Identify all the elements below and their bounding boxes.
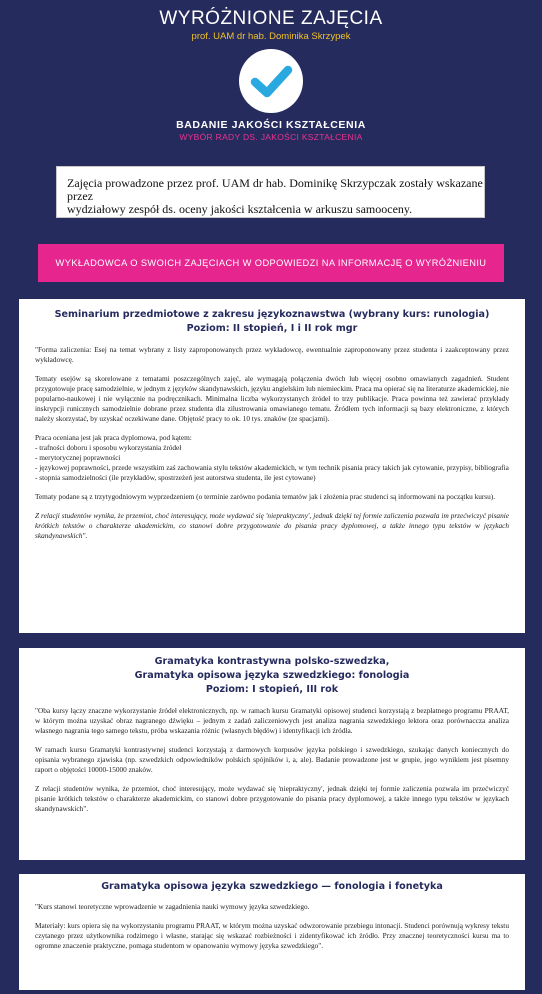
- info-line: Zajęcia prowadzone przez prof. UAM dr hab. Dominikę Skrzypczak zostały wskazane przez: [67, 176, 483, 203]
- section-banner: WYKŁADOWCA O SWOICH ZAJĘCIACH W ODPOWIEDZI NA INFORMACJĘ O WYRÓŻNIENIU: [38, 244, 504, 282]
- course-title: [35, 880, 509, 894]
- list-item: - językowej poprawności, przede wszystkim zaś zachowania stylu tekstów akademickich, w tym technik pisania pracy takich jak cytowanie, przypisy, bibliografia: [35, 463, 509, 472]
- paragraph: "Oba kursy łączy znaczne wykorzystanie źródeł elektronicznych, np. w ramach kursu Gramatyki opisowej studenci korzystają z bezpłatnego programu PRAAT, w którym można uzyskać obraz nagranego dźwięku – jednym z zadań zaliczeniowych jest analiza nagrania szwedzkiego lektora oraz porównaccza analiza własnego nagrania tego samego tekstu, próba wskazania różnic (własnych błędów) i identyfikacji ich źródła.: [35, 706, 509, 735]
- info-box: [56, 166, 485, 218]
- course-level: Poziom: I stopień, III rok: [205, 684, 339, 695]
- course-title: [35, 655, 509, 697]
- badge-title: BADANIE JAKOŚCI KSZTAŁCENIA: [176, 119, 366, 131]
- paragraph: Z relacji studentów wynika, że przemiot, choć interesujący, może wydawać się 'niepraktyczny', jednak dzięki tej formie zaliczenia pozwala im przećwiczyć pisanie krótkich tekstów o charakterze akademickim, co stanowi dobre przygotowanie do pisania pracy dyplomowej, a także innego typu tekstów w językach skandynawskich".: [35, 784, 509, 813]
- info-line: wydziałowy zespół ds. oceny jakości kształcenia w arkuszu samooceny.: [67, 202, 413, 216]
- paragraph: "Kurs stanowi teoretyczne wprowadzenie w zagadnienia nauki wymowy języka szwedzkiego.: [35, 902, 310, 911]
- course-description: [35, 706, 509, 814]
- course-title-line: Gramatyka kontrastywna polsko-szwedzka,: [154, 656, 390, 667]
- course-title-line: Seminarium przedmiotowe z zakresu językoznawstwa (wybrany kurs: runologia): [54, 309, 490, 320]
- course-level: Poziom: II stopień, I i II rok mgr: [186, 323, 358, 334]
- paragraph-italic: Z relacji studentów wynika, że przemiot, choć interesujący, może wydawać się 'niepraktyczny', jednak dzięki tej formie zaliczenia pozwala im przećwiczyć pisanie krótkich tekstów o charakterze akademickim, co stanowi dobre przygotowanie do pisania pracy dyplomowej, a także innego typu tekstów w językach skandynawskich".: [35, 511, 509, 540]
- course-title-line: Gramatyka opisowa języka szwedzkiego — fonologia i fonetyka: [101, 881, 443, 892]
- list-item: - trafności doboru i sposobu wykorzystania źródeł: [35, 443, 182, 452]
- course-title: [35, 308, 509, 336]
- page-title: WYRÓŻNIONE ZAJĘCIA: [159, 8, 383, 29]
- course-description: [35, 902, 509, 951]
- paragraph: Materiały: kurs opiera się na wykorzystaniu programu PRAAT, w którym można uzyskać odwzorowanie przebiegu intonacji. Studenci porównują wykresy tekstu czytanego przez użytkownika rodzimego i własne, starając się wskazać rozbieżności i zidentyfikować ich źródło. Przy znacznej teoretyczności kursu ma to ogromne znaczenie praktyczne, pomaga studentom w opanowaniu wymowy języka szwedzkiego".: [35, 921, 509, 950]
- paragraph: Tematy esejów są skorelowane z tematami poszczególnych zajęć, ale wymagają połączenia dwóch lub więcej osobno omawianych zagadnień. Student przygotowuje pracę samodzielnie, w jednym z języków skandynawskich, języku angielskim lub niemieckim. Praca ma opierać się na literaturze akademickiej, nie popularno-naukowej i nie wyłącznie na podręcznikach. Minimalna liczba wykorzystanych źródeł to trzy publikacje. Praca powinna też zawierać przykłady inskrypcji runicznych samodzielnie dobrane przez studenta dla zilustrowania omawianego tematu. Źródłem tych informacji są bazy elektroniczne, z których należy skorzystać, by uzyskać oczekiwane dane. Objętość pracy to ok. 10 tys. znaków (ze spacjami).: [35, 374, 509, 423]
- criteria-list: [35, 433, 509, 483]
- course-card: [19, 299, 525, 633]
- badge-subtitle: WYBÓR RADY DS. JAKOŚCI KSZTAŁCENIA: [179, 132, 363, 142]
- lecturer-name: prof. UAM dr hab. Dominika Skrzypek: [191, 31, 351, 42]
- checkmark-icon: [239, 49, 303, 113]
- course-card: [19, 648, 525, 860]
- course-card: [19, 874, 525, 990]
- course-description: [35, 345, 509, 541]
- paragraph: W ramach kursu Gramatyki kontrastywnej studenci korzystają z darmowych korpusów języka polskiego i szwedzkiego, szukając danych koniecznych do opisania wybranego zjawiska (np. szwedzkich odpowiedników polskich spójników i, a, ale). Badanie prowadzone jest w grupie, jego wynikiem jest pisemny raport o objętości 10000-15000 znaków.: [35, 745, 509, 774]
- list-item: - merytorycznej poprawności: [35, 453, 121, 462]
- list-item: - stopnia samodzielności (ile przykładów, spostrzeżeń jest autorstwa studenta, ile jest cytowane): [35, 473, 316, 482]
- course-title-line: Gramatyka opisowa języka szwedzkiego: fonologia: [134, 670, 410, 681]
- list-heading: Praca oceniana jest jak praca dyplomowa, pod kątem:: [35, 433, 192, 442]
- paragraph: "Forma zaliczenia: Esej na temat wybrany z listy zaproponowanych przez wykładowcę, ewentualnie zaproponowany przez studenta i zaakceptowany przez wykładowcę.: [35, 345, 509, 364]
- paragraph: Tematy podane są z trzytygodniowym wyprzedzeniem (o terminie zarówno podania tematów jak i złożenia prac studenci są informowani na początku kursu).: [35, 492, 496, 501]
